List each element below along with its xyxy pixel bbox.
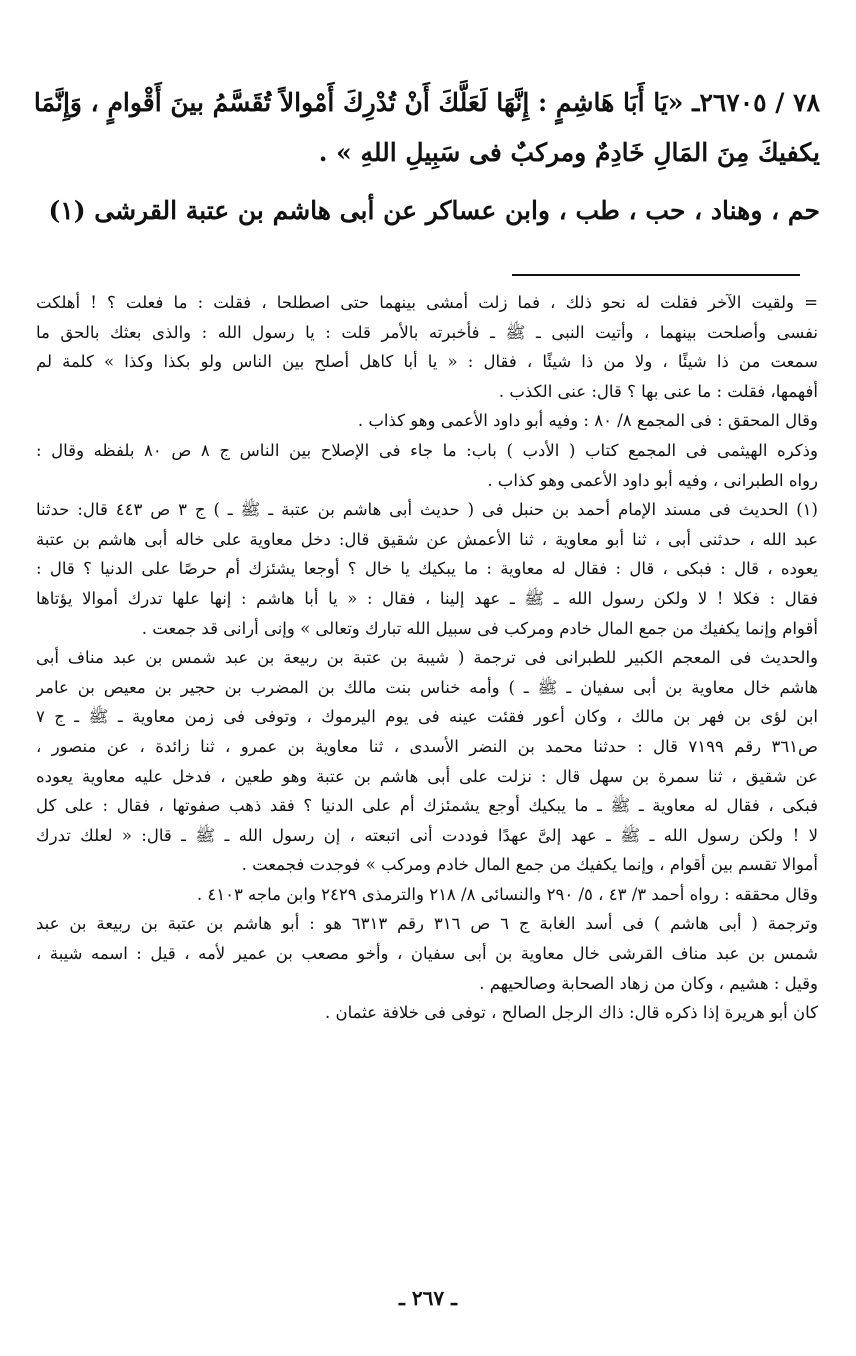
footnote-line: أفهمها، فقلت : ما عنى بها ؟ قال: عنى الكذب . — [498, 381, 818, 401]
footnote-line: (١) الحديث فى مسند الإمام أحمد بن حنبل فى ( حديث أبى هاشم بن عتبة ـ ﷺ ـ ) ج ٣ ص ٤٤٣ قال: حدثنا — [36, 500, 818, 520]
footnote-line: = ولقيت الآخر فقلت له نحو ذلك ، فما زلت أمشى بينهما حتى اصطلحا ، فقلت : ما فعلت ؟ ! أهلكت — [36, 293, 818, 312]
footnote-line: هاشم خال معاوية بن أبى سفيان ـ ﷺ ـ ) وأمه خناس بنت مالك بن المضرب بن حجير بن معيص بن عامر — [36, 677, 818, 697]
footnote-line: أقوام وإنما يكفيك من جمع المال خادم ومركب فى سبيل الله تبارك وتعالى » وإنى أرانى قد جمعت . — [141, 618, 818, 638]
footnote-line: شمس بن عبد مناف القرشى خال معاوية بن أبى سفيان ، وأخو مصعب بن عمير لأمه ، قيل : اسمه شيبة ، — [36, 944, 818, 964]
footnote-line: فبكى ، فقال له معاوية ـ ﷺ ـ ما يبكيك أوجع يشمئزك أم على الدنيا ؟ فقد ذهب صفوتها ، فقال : على كل — [36, 796, 818, 816]
footnote-line: وقال محققه : رواه أحمد ٣/ ٤٣ ، ٥/ ٢٩٠ والنسائى ٨/ ٢١٨ والترمذى ٢٤٢٩ وابن ماجه ٤١٠٣ . — [196, 884, 818, 904]
footnote-line: وذكره الهيثمى فى المجمع كتاب ( الأدب ) باب: ما جاء فى الإصلاح بين الناس ج ٨ ص ٨٠ بلفظه وقال : — [36, 440, 818, 460]
footnote-line: والحديث فى المعجم الكبير للطبرانى فى ترجمة ( شيبة بن عتبة بن ربيعة بن عبد شمس بن عبد مناف أبى — [36, 648, 818, 668]
page-number: ـ ٢٦٧ ـ — [399, 1286, 457, 1310]
footnote-line: نفسى وأصلحت بينهما ، وأتيت النبى ـ ﷺ ـ فأخبرته بالأمر قلت : يا رسول الله : والذى بعثك بالحق ما — [36, 322, 818, 342]
hadith-sources: حم ، وهناد ، حب ، طب ، وابن عساكر عن أبى هاشم بن عتبة القرشى (١) — [48, 196, 820, 225]
footnote-line: وترجمة ( أبى هاشم ) فى أسد الغابة ج ٦ ص ٣١٦ رقم ٦٣١٣ هو : أبو هاشم بن عتبة بن ربيعة بن عبد — [36, 914, 818, 934]
footnote-line: ابن لؤى بن فهر بن مالك ، وكان أعور فقئت عينه فى يوم اليرموك ، وتوفى فى زمن معاوية ـ ﷺ ـ ج ٧ — [36, 707, 818, 727]
footnote-line: عن شقيق ، ثنا سمرة بن سهل قال : نزلت على أبى هاشم بن عتبة وهو طعين ، فدخل عليه معاوية يعوده — [36, 766, 818, 786]
hadith-text-line-1: ٧٨ / ٢٦٧٠٥ـ «يَا أَبَا هَاشِمٍ : إِنَّهَا لَعَلَّكَ أَنْ تُدْرِكَ أَمْوالاً تُقَسَّمُ بينَ أَقْوامٍ ، وَإِنَّمَا — [33, 88, 820, 117]
footnote-line: عبد الله ، حدثنى أبى ، ثنا أبو معاوية ، ثنا الأعمش عن شقيق قال: دخل معاوية على خاله أبى هاشم بن عتبة — [36, 529, 818, 549]
footnote-line: رواه الطبرانى ، وفيه أبو داود الأعمى وهو كذاب . — [487, 470, 818, 490]
footnote-line: ص٣٦١ رقم ٧١٩٩ قال : حدثنا محمد بن النضر الأسدى ، ثنا معاوية بن عمرو ، ثنا زائدة ، عن منصور ، — [36, 736, 818, 756]
footnote-line: سمعت من ذا شيئًا ، ولا من ذا شيئًا ، فقال : « يا أبا كاهل أصلح بين الناس ولو بكذا وكذا » كلمة لم — [36, 352, 818, 372]
hadith-text-line-2: يكفيكَ مِنَ المَالِ خَادِمٌ ومركبٌ فى سَبِيلِ اللهِ » . — [318, 138, 820, 167]
footnote-line: أموالا تقسم بين أقوام ، وإنما يكفيك من جمع المال خادم ومركب » فوجدت فجمعت . — [241, 855, 818, 875]
footnotes — [36, 288, 818, 1028]
footnote-line: وقيل : هشيم ، وكان من زهاد الصحابة وصالحيهم . — [479, 973, 818, 993]
footnote-line: فقال : فكلا ! لا ولكن رسول الله ـ ﷺ ـ عهد إلينا ، فقال : « يا أبا هاشم : إنها علها تدرك أموالا يؤتاها — [36, 588, 818, 608]
footnote-line: يعوده ، قال : فبكى ، قال : فقال له معاوية : ما يبكيك يا خال ؟ أوجعا يشئزك أم حرصًا على الدنيا ؟ قال : — [36, 559, 818, 579]
footnote-line: وقال المحقق : فى المجمع ٨/ ٨٠ : وفيه أبو داود الأعمى وهو كذاب . — [357, 411, 818, 431]
footnote-line: كان أبو هريرة إذا ذكره قال: ذاك الرجل الصالح ، توفى فى خلافة عثمان . — [324, 1003, 818, 1023]
footnote-line: لا ! ولكن رسول الله ـ ﷺ ـ عهد إلىَّ عهدًا فوددت أنى اتبعته ، إن رسول الله ـ ﷺ ـ قال: « لعلك تدرك — [36, 825, 818, 845]
footnote-divider — [512, 274, 800, 276]
